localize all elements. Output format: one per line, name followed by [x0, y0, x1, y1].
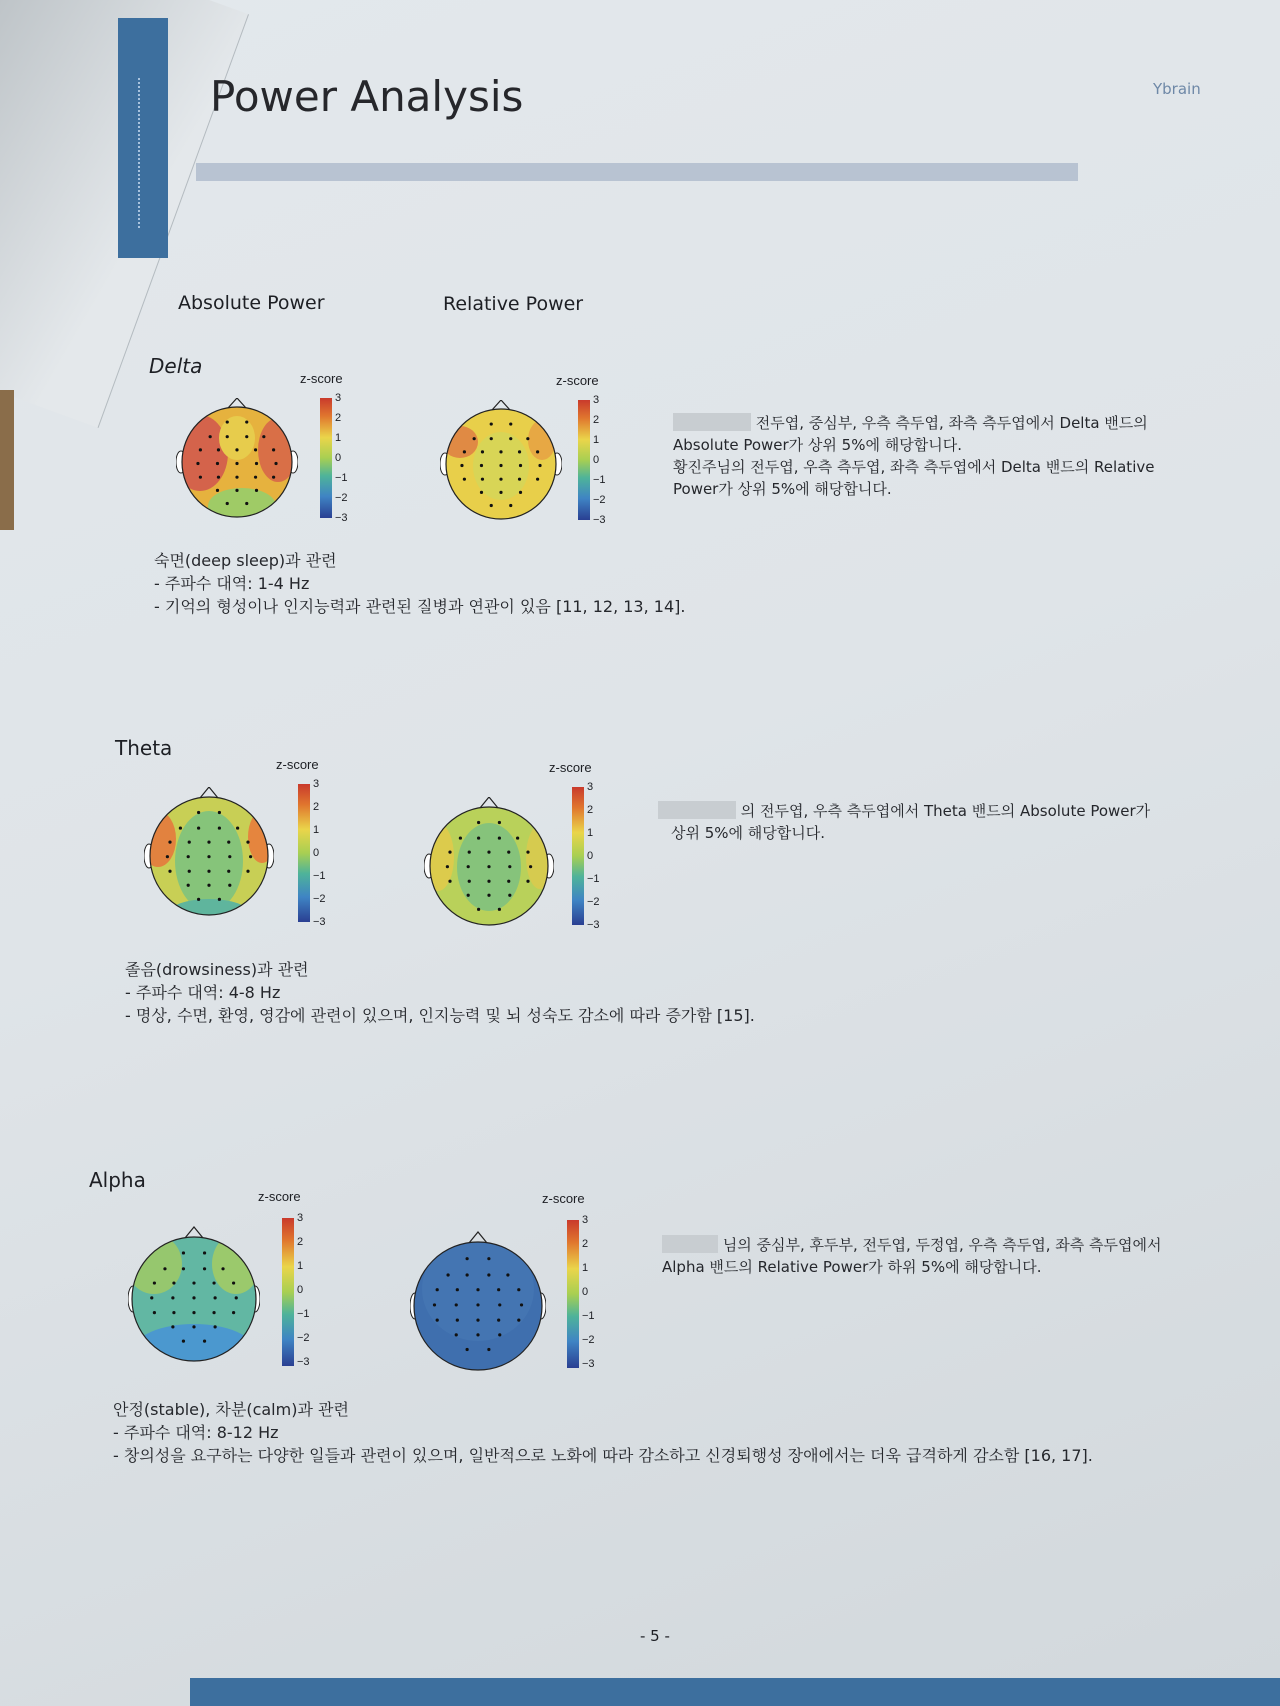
electrode-dot: [235, 448, 238, 451]
electrode-dot: [433, 1303, 436, 1306]
electrode-dot: [517, 1288, 520, 1291]
electrode-dot: [467, 894, 470, 897]
electrode-dot: [192, 1325, 195, 1328]
electrode-dot: [487, 880, 490, 883]
electrode-dot: [498, 908, 501, 911]
electrode-dot: [163, 1267, 166, 1270]
electrode-dot: [150, 1296, 153, 1299]
electrode-dot: [212, 1311, 215, 1314]
electrode-dot: [214, 1296, 217, 1299]
delta-relative-ticks: 3 2 1 0 −1 −2 −3: [593, 394, 606, 526]
electrode-dot: [487, 1273, 490, 1276]
electrode-dot: [507, 851, 510, 854]
title-rule: [196, 163, 1078, 181]
electrode-dot: [153, 1281, 156, 1284]
electrode-dot: [254, 448, 257, 451]
electrode-dot: [456, 1319, 459, 1322]
delta-relative-colorbar: [578, 400, 590, 520]
electrode-dot: [518, 478, 521, 481]
electrode-dot: [499, 464, 502, 467]
electrode-dot: [221, 1267, 224, 1270]
electrode-dot: [272, 476, 275, 479]
band-title-delta: Delta: [149, 354, 203, 378]
electrode-dot: [232, 1311, 235, 1314]
theta-relative-zscore-label: z-score: [549, 760, 592, 775]
electrode-dot: [476, 1319, 479, 1322]
theta-absolute-ticks: 3 2 1 0 −1 −2 −3: [313, 778, 326, 928]
electrode-dot: [188, 841, 191, 844]
electrode-dot: [182, 1267, 185, 1270]
electrode-dot: [477, 821, 480, 824]
electrode-dot: [509, 422, 512, 425]
delta-notes: 숙면(deep sleep)과 관련 - 주파수 대역: 1-4 Hz - 기억의 형성이나 인지능력과 관련된 질병과 연관이 있음 [11, 12, 13, 14].: [154, 551, 686, 616]
electrode-dot: [232, 1281, 235, 1284]
electrode-dot: [490, 504, 493, 507]
electrode-dot: [216, 489, 219, 492]
electrode-dot: [468, 880, 471, 883]
electrode-dot: [466, 1273, 469, 1276]
electrode-dot: [272, 448, 275, 451]
page-title: Power Analysis: [210, 72, 524, 121]
electrode-dot: [446, 1273, 449, 1276]
electrode-dot: [245, 502, 248, 505]
alpha-relative-zscore-label: z-score: [542, 1191, 585, 1206]
electrode-dot: [436, 1288, 439, 1291]
electrode-dot: [526, 437, 529, 440]
electrode-dot: [199, 448, 202, 451]
electrode-dot: [235, 476, 238, 479]
electrode-dot: [235, 1296, 238, 1299]
electrode-dot: [460, 464, 463, 467]
electrode-dot: [448, 851, 451, 854]
alpha-relative-topomap: [410, 1229, 546, 1375]
electrode-dot: [455, 1303, 458, 1306]
electrode-dot: [216, 462, 219, 465]
electrode-dot: [207, 884, 210, 887]
electrode-dot: [518, 450, 521, 453]
electrode-dot: [487, 851, 490, 854]
electrode-dot: [509, 437, 512, 440]
electrode-dot: [226, 502, 229, 505]
electrode-dot: [218, 811, 221, 814]
redacted-name: [673, 413, 751, 431]
delta-relative-topomap: [440, 400, 562, 526]
page-number: - 5 -: [640, 1627, 670, 1645]
electrode-dot: [490, 437, 493, 440]
electrode-dot: [172, 1281, 175, 1284]
electrode-dot: [214, 1325, 217, 1328]
electrode-dot: [487, 1257, 490, 1260]
electrode-dot: [262, 435, 265, 438]
electrode-dot: [226, 435, 229, 438]
electrode-dot: [168, 841, 171, 844]
electrode-dot: [235, 489, 238, 492]
electrode-dot: [245, 435, 248, 438]
electrode-dot: [192, 1296, 195, 1299]
electrode-dot: [246, 870, 249, 873]
delta-absolute-zscore-label: z-score: [300, 371, 343, 386]
electrode-dot: [498, 1333, 501, 1336]
electrode-dot: [487, 894, 490, 897]
electrode-dot: [436, 1319, 439, 1322]
electrode-dot: [463, 478, 466, 481]
redacted-name: [662, 1235, 718, 1253]
electrode-dot: [477, 908, 480, 911]
electrode-dot: [508, 865, 511, 868]
delta-absolute-ticks: 3 2 1 0 −1 −2 −3: [335, 392, 348, 524]
electrode-dot: [196, 462, 199, 465]
band-title-alpha: Alpha: [89, 1168, 146, 1192]
alpha-notes: 안정(stable), 차분(calm)과 관련 - 주파수 대역: 8-12 Hz - 창의성을 요구하는 다양한 일들과 관련이 있으며, 일반적으로 노화에 따라 감소하고 신경퇴행성 장애에서는 더욱 급격하게 감소함 [16, 17].: [113, 1400, 1093, 1465]
absolute-power-heading: Absolute Power: [178, 292, 325, 314]
electrode-dot: [192, 1311, 195, 1314]
electrode-dot: [254, 476, 257, 479]
theta-absolute-zscore-label: z-score: [276, 757, 319, 772]
electrode-dot: [477, 836, 480, 839]
alpha-relative-colorbar: [567, 1220, 579, 1368]
theta-relative-topomap: [424, 797, 554, 931]
alpha-absolute-colorbar: [282, 1218, 294, 1366]
electrode-dot: [228, 855, 231, 858]
electrode-dot: [179, 826, 182, 829]
electrode-dot: [207, 855, 210, 858]
electrode-dot: [188, 870, 191, 873]
electrode-dot: [498, 821, 501, 824]
electrode-dot: [520, 1303, 523, 1306]
electrode-dot: [466, 1348, 469, 1351]
relative-power-heading: Relative Power: [443, 293, 584, 315]
theta-absolute-topomap: [144, 787, 274, 921]
brand-name: Ybrain: [1153, 80, 1201, 98]
electrode-dot: [217, 476, 220, 479]
electrode-dot: [455, 1333, 458, 1336]
electrode-dot: [446, 865, 449, 868]
electrode-dot: [463, 450, 466, 453]
electrode-dot: [467, 865, 470, 868]
band-title-theta: Theta: [115, 736, 173, 760]
electrode-dot: [182, 1340, 185, 1343]
table-edge: [0, 390, 14, 530]
electrode-dot: [499, 491, 502, 494]
electrode-dot: [538, 464, 541, 467]
electrode-dot: [468, 851, 471, 854]
electrode-dot: [249, 855, 252, 858]
electrode-dot: [255, 462, 258, 465]
theta-description: 의 전두엽, 우측 측두엽에서 Theta 밴드의 Absolute Power가 상위 5%에 해당합니다.: [658, 800, 1150, 844]
bottom-accent-bar: [190, 1678, 1280, 1706]
electrode-dot: [212, 1281, 215, 1284]
electrode-dot: [507, 880, 510, 883]
electrode-dot: [476, 1288, 479, 1291]
electrode-dot: [274, 462, 277, 465]
electrode-dot: [536, 450, 539, 453]
electrode-dot: [199, 476, 202, 479]
theta-relative-ticks: 3 2 1 0 −1 −2 −3: [587, 781, 600, 931]
electrode-dot: [203, 1267, 206, 1270]
side-accent-bar: [118, 18, 168, 258]
electrode-dot: [499, 478, 502, 481]
electrode-dot: [516, 836, 519, 839]
electrode-dot: [203, 1340, 206, 1343]
delta-description: 전두엽, 중심부, 우측 측두엽, 좌측 측두엽에서 Delta 밴드의 Absolute Power가 상위 5%에 해당합니다. 황진주님의 전두엽, 우측 측두엽, 좌측 측두엽에서 Delta 밴드의 Relative Power가 상위 5%에 해당합니다.: [673, 414, 1155, 498]
electrode-dot: [529, 865, 532, 868]
electrode-dot: [153, 1311, 156, 1314]
electrode-dot: [476, 1303, 479, 1306]
electrode-dot: [487, 865, 490, 868]
electrode-dot: [255, 489, 258, 492]
alpha-absolute-topomap: [128, 1224, 260, 1366]
electrode-dot: [227, 841, 230, 844]
redacted-name: [658, 801, 736, 819]
delta-absolute-colorbar: [320, 398, 332, 518]
electrode-dot: [209, 435, 212, 438]
electrode-dot: [227, 870, 230, 873]
electrode-dot: [519, 464, 522, 467]
electrode-dot: [480, 464, 483, 467]
electrode-dot: [228, 884, 231, 887]
electrode-dot: [506, 1273, 509, 1276]
electrode-dot: [203, 1251, 206, 1254]
electrode-dot: [480, 491, 483, 494]
electrode-dot: [197, 898, 200, 901]
theta-absolute-colorbar: [298, 784, 310, 922]
electrode-dot: [207, 841, 210, 844]
electrode-dot: [536, 478, 539, 481]
electrode-dot: [218, 826, 221, 829]
electrode-dot: [168, 870, 171, 873]
electrode-dot: [171, 1296, 174, 1299]
electrode-dot: [197, 826, 200, 829]
electrode-dot: [187, 884, 190, 887]
electrode-dot: [235, 462, 238, 465]
electrode-dot: [526, 880, 529, 883]
electrode-dot: [499, 450, 502, 453]
electrode-dot: [481, 450, 484, 453]
alpha-description: 님의 중심부, 후두부, 전두엽, 두정엽, 우측 측두엽, 좌측 측두엽에서 Alpha 밴드의 Relative Power가 하위 5%에 해당합니다.: [662, 1236, 1162, 1276]
electrode-dot: [459, 836, 462, 839]
alpha-absolute-ticks: 3 2 1 0 −1 −2 −3: [297, 1212, 310, 1368]
electrode-dot: [246, 841, 249, 844]
electrode-dot: [473, 437, 476, 440]
theta-relative-colorbar: [572, 787, 584, 925]
electrode-dot: [487, 1348, 490, 1351]
electrode-dot: [498, 836, 501, 839]
electrode-dot: [166, 855, 169, 858]
electrode-dot: [218, 898, 221, 901]
electrode-dot: [508, 894, 511, 897]
alpha-absolute-zscore-label: z-score: [258, 1189, 301, 1204]
electrode-dot: [498, 1303, 501, 1306]
theta-notes: 졸음(drowsiness)과 관련 - 주파수 대역: 4-8 Hz - 명상, 수면, 환영, 영감에 관련이 있으며, 인지능력 및 뇌 성숙도 감소에 따라 증가함 [15].: [125, 960, 755, 1025]
electrode-dot: [187, 855, 190, 858]
electrode-dot: [245, 420, 248, 423]
electrode-dot: [236, 826, 239, 829]
electrode-dot: [481, 478, 484, 481]
delta-absolute-topomap: [176, 398, 298, 524]
electrode-dot: [172, 1311, 175, 1314]
electrode-dot: [456, 1288, 459, 1291]
electrode-dot: [466, 1257, 469, 1260]
electrode-dot: [497, 1319, 500, 1322]
electrode-dot: [192, 1281, 195, 1284]
alpha-relative-ticks: 3 2 1 0 −1 −2 −3: [582, 1214, 595, 1370]
electrode-dot: [217, 448, 220, 451]
electrode-dot: [197, 811, 200, 814]
electrode-dot: [490, 422, 493, 425]
electrode-dot: [207, 870, 210, 873]
electrode-dot: [526, 851, 529, 854]
electrode-dot: [171, 1325, 174, 1328]
electrode-dot: [182, 1251, 185, 1254]
electrode-dot: [448, 880, 451, 883]
electrode-dot: [476, 1333, 479, 1336]
electrode-dot: [226, 420, 229, 423]
delta-relative-zscore-label: z-score: [556, 373, 599, 388]
electrode-dot: [497, 1288, 500, 1291]
electrode-dot: [519, 491, 522, 494]
electrode-dot: [517, 1319, 520, 1322]
electrode-dot: [509, 504, 512, 507]
